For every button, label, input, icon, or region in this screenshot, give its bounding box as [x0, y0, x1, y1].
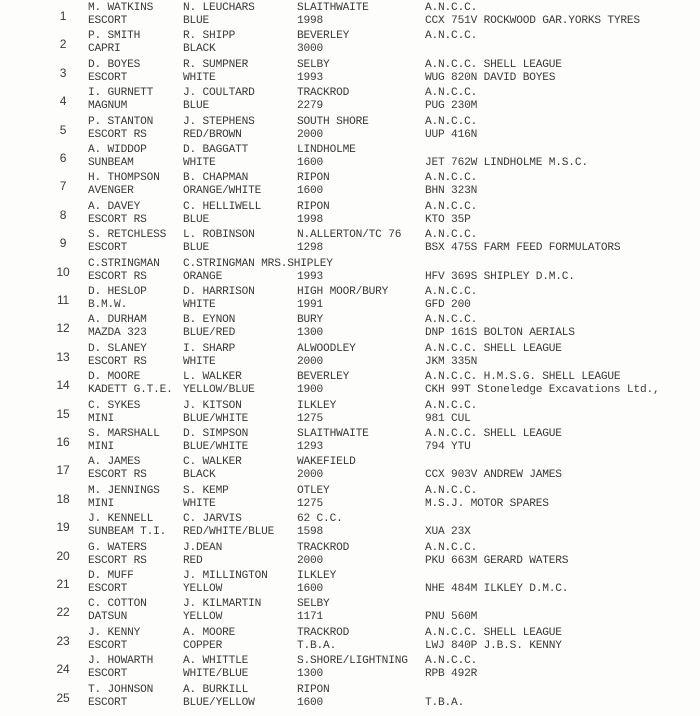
club-name: TRACKROD: [297, 626, 350, 639]
engine-cc: 1275: [297, 412, 324, 425]
registration-sponsor: NHE 484M ILKLEY D.M.C.: [425, 583, 569, 595]
registration-sponsor: CKH 99T Stoneledge Excavations Ltd.,: [425, 384, 660, 397]
driver-name: D. BOYES: [88, 58, 141, 71]
engine-cc: 1598: [297, 526, 324, 539]
entry-number: 15: [56, 406, 70, 421]
registration-sponsor: RPB 492R: [425, 668, 478, 681]
driver-name: A. DURHAM: [88, 314, 147, 327]
car-model: MINI: [88, 497, 115, 510]
entry-note: A.N.C.C.: [425, 655, 478, 668]
car-model: ESCORT RS: [88, 270, 147, 283]
registration-sponsor: WUG 820N DAVID BOYES: [425, 71, 556, 84]
codriver-name: C. HELLIWELL: [183, 200, 262, 213]
car-colour: BLUE: [183, 15, 210, 27]
engine-cc: T.B.A.: [297, 639, 337, 652]
entry-number: 16: [56, 435, 70, 449]
car-model: SUNBEAM T.I.: [88, 526, 167, 539]
engine-cc: 1600: [297, 696, 324, 709]
car-colour: YELLOW: [183, 611, 223, 624]
entry-number: 24: [56, 662, 70, 677]
driver-name: A. JAMES: [88, 456, 141, 469]
club-name: N.ALLERTON/TC 76: [297, 229, 402, 242]
driver-name: A. DAVEY: [88, 200, 141, 213]
car-colour: BLUE: [183, 213, 210, 226]
codriver-name: C. JARVIS: [183, 513, 242, 526]
entry-number: 21: [56, 577, 70, 591]
codriver-name: I. SHARP: [183, 342, 236, 355]
car-colour: WHITE: [183, 157, 216, 169]
registration-sponsor: CCX 751V ROCKWOOD GAR.YORKS TYRES: [425, 15, 640, 27]
entry-note: A.N.C.C. SHELL LEAGUE: [425, 342, 562, 355]
registration-sponsor: LWJ 840P J.B.S. KENNY: [425, 639, 562, 652]
club-name: BURY: [297, 314, 324, 327]
codriver-name: A. WHITTLE: [183, 655, 249, 668]
car-colour: ORANGE: [183, 270, 223, 283]
driver-name: M. JENNINGS: [88, 484, 160, 497]
entry-number: 17: [56, 463, 70, 478]
car-model: ESCORT RS: [88, 128, 147, 141]
car-colour: YELLOW/BLUE: [183, 384, 255, 397]
engine-cc: 2000: [297, 355, 324, 368]
entry-note: A.N.C.C. SHELL LEAGUE: [425, 58, 562, 71]
codriver-name: B. CHAPMAN: [183, 172, 249, 185]
club-name: HIGH MOOR/BURY: [297, 286, 389, 298]
club-name: RIPON: [297, 200, 330, 213]
car-colour: RED/BROWN: [183, 128, 242, 141]
entry-note: A.N.C.C.: [425, 30, 478, 43]
car-colour: ORANGE/WHITE: [183, 185, 262, 198]
entry-note: A.N.C.C.: [425, 541, 478, 554]
codriver-name: J. KILMARTIN: [183, 598, 262, 611]
engine-cc: 1600: [297, 185, 324, 198]
engine-cc: 1300: [297, 327, 324, 340]
engine-cc: 1993: [297, 270, 324, 283]
engine-cc: 1991: [297, 299, 324, 311]
club-name: 62 C.C.: [297, 513, 343, 526]
entry-number: 22: [56, 605, 70, 620]
club-name: BEVERLEY: [297, 371, 350, 384]
engine-cc: 1293: [297, 441, 324, 453]
entry-note: A.N.C.C.: [425, 314, 478, 327]
registration-sponsor: T.B.A.: [425, 696, 465, 709]
codriver-name: C.STRINGMAN MRS.SHIPLEY: [183, 257, 333, 270]
codriver-name: A. BURKILL: [183, 683, 249, 696]
club-name: RIPON: [297, 683, 330, 696]
codriver-name: R. SUMPNER: [183, 58, 249, 71]
driver-name: J. KENNELL: [88, 513, 154, 526]
engine-cc: 1600: [297, 157, 324, 169]
entry-note: A.N.C.C. SHELL LEAGUE: [425, 626, 562, 639]
registration-sponsor: CCX 903V ANDREW JAMES: [425, 469, 562, 482]
car-model: ESCORT: [88, 71, 128, 84]
driver-name: C.STRINGMAN: [88, 257, 160, 270]
club-name: SELBY: [297, 598, 330, 611]
club-name: TRACKROD: [297, 541, 350, 554]
car-colour: BLUE/RED: [183, 327, 236, 340]
codriver-name: D. HARRISON: [183, 286, 255, 298]
entry-number: 2: [59, 37, 67, 52]
entry-note: A.N.C.C. H.M.S.G. SHELL LEAGUE: [425, 371, 621, 384]
engine-cc: 1275: [297, 497, 324, 510]
driver-name: P. SMITH: [88, 30, 141, 43]
codriver-name: A. MOORE: [183, 626, 236, 639]
engine-cc: 3000: [297, 43, 324, 56]
engine-cc: 1171: [297, 611, 324, 624]
codriver-name: J. KITSON: [183, 399, 242, 412]
codriver-name: J.DEAN: [183, 541, 223, 554]
driver-name: D. MOORE: [88, 371, 141, 384]
registration-sponsor: PNU 560M: [425, 611, 478, 624]
entry-number: 11: [56, 293, 70, 307]
car-colour: BLUE: [183, 242, 210, 255]
engine-cc: 1998: [297, 213, 324, 226]
entry-number: 3: [59, 65, 67, 80]
driver-name: I. GURNETT: [88, 87, 154, 100]
car-model: DATSUN: [88, 611, 128, 624]
driver-name: S. RETCHLESS: [88, 229, 167, 242]
registration-sponsor: KTO 35P: [425, 213, 471, 226]
entry-number: 14: [56, 378, 70, 393]
club-name: BEVERLEY: [297, 30, 350, 43]
entry-note: A.N.C.C.: [425, 229, 478, 242]
registration-sponsor: BHN 323N: [425, 185, 478, 198]
entry-number: 20: [56, 548, 70, 563]
car-colour: BLUE/WHITE: [183, 412, 249, 425]
driver-name: C. COTTON: [88, 598, 147, 611]
entry-number: 6: [59, 151, 67, 165]
codriver-name: D. BAGGATT: [183, 144, 249, 156]
car-model: MINI: [88, 441, 115, 453]
car-colour: WHITE: [183, 355, 216, 368]
driver-name: J. KENNY: [88, 626, 141, 639]
car-model: ESCORT RS: [88, 554, 147, 567]
car-colour: RED: [183, 554, 203, 567]
driver-name: G. WATERS: [88, 541, 147, 554]
car-model: ESCORT: [88, 15, 128, 27]
car-model: CAPRI: [88, 43, 121, 56]
registration-sponsor: BSX 475S FARM FEED FORMULATORS: [425, 242, 621, 255]
car-model: ESCORT RS: [88, 213, 147, 226]
car-colour: WHITE: [183, 497, 216, 510]
car-colour: RED/WHITE/BLUE: [183, 526, 275, 539]
registration-sponsor: DNP 161S BOLTON AERIALS: [425, 327, 575, 340]
car-model: KADETT G.T.E.: [88, 384, 173, 397]
driver-name: M. WATKINS: [88, 2, 154, 14]
car-model: MAZDA 323: [88, 327, 147, 340]
engine-cc: 2000: [297, 128, 324, 141]
entry-number: 12: [56, 321, 70, 336]
engine-cc: 2000: [297, 469, 324, 482]
registration-sponsor: 981 CUL: [425, 412, 471, 425]
engine-cc: 1300: [297, 668, 324, 681]
driver-name: D. SLANEY: [88, 342, 147, 355]
entry-row: [0, 683, 700, 716]
club-name: WAKEFIELD: [297, 456, 356, 469]
engine-cc: 1993: [297, 71, 324, 84]
car-colour: YELLOW: [183, 583, 223, 595]
codriver-name: R. SHIPP: [183, 30, 236, 43]
entry-note: A.N.C.C.: [425, 484, 478, 497]
car-colour: BLACK: [183, 43, 216, 56]
entry-note: A.N.C.C.: [425, 115, 478, 128]
entry-number: 4: [59, 94, 67, 109]
driver-name: C. SYKES: [88, 399, 141, 412]
registration-sponsor: M.S.J. MOTOR SPARES: [425, 497, 549, 510]
entry-number: 5: [59, 122, 67, 137]
codriver-name: D. SIMPSON: [183, 428, 249, 440]
driver-name: H. THOMPSON: [88, 172, 160, 185]
car-colour: BLUE/WHITE: [183, 441, 249, 453]
driver-name: P. STANTON: [88, 115, 154, 128]
car-model: MINI: [88, 412, 115, 425]
codriver-name: N. LEUCHARS: [183, 2, 255, 14]
registration-sponsor: PUG 230M: [425, 100, 478, 113]
engine-cc: 1600: [297, 583, 324, 595]
entry-note: A.N.C.C.: [425, 200, 478, 213]
car-colour: BLUE/YELLOW: [183, 696, 255, 709]
driver-name: J. HOWARTH: [88, 655, 154, 668]
engine-cc: 2279: [297, 100, 324, 113]
car-colour: BLACK: [183, 469, 216, 482]
entry-note: A.N.C.C.: [425, 399, 478, 412]
entry-number: 7: [59, 179, 67, 194]
car-model: ESCORT: [88, 583, 128, 595]
club-name: LINDHOLME: [297, 144, 356, 156]
car-model: B.M.W.: [88, 299, 128, 311]
engine-cc: 1998: [297, 15, 324, 27]
car-colour: WHITE: [183, 299, 216, 311]
entry-note: A.N.C.C.: [425, 2, 478, 14]
club-name: ALWOODLEY: [297, 342, 356, 355]
driver-name: S. MARSHALL: [88, 428, 160, 440]
registration-sponsor: UUP 416N: [425, 128, 478, 141]
codriver-name: S. KEMP: [183, 484, 229, 497]
driver-name: D. HESLOP: [88, 286, 147, 298]
car-model: SUNBEAM: [88, 157, 134, 169]
club-name: OTLEY: [297, 484, 330, 497]
codriver-name: J. MILLINGTON: [183, 570, 268, 582]
entry-number: 19: [56, 520, 70, 535]
codriver-name: L. WALKER: [183, 371, 242, 384]
car-colour: BLUE: [183, 100, 210, 113]
car-model: ESCORT: [88, 696, 128, 709]
registration-sponsor: HFV 369S SHIPLEY D.M.C.: [425, 270, 575, 283]
driver-name: T. JOHNSON: [88, 683, 154, 696]
driver-name: A. WIDDOP: [88, 144, 147, 156]
codriver-name: C. WALKER: [183, 456, 242, 469]
registration-sponsor: JKM 335N: [425, 355, 478, 368]
car-model: ESCORT RS: [88, 469, 147, 482]
club-name: SLAITHWAITE: [297, 2, 369, 14]
entry-number: 18: [56, 491, 70, 506]
codriver-name: J. STEPHENS: [183, 115, 255, 128]
car-model: ESCORT: [88, 242, 128, 255]
entry-note: A.N.C.C. SHELL LEAGUE: [425, 428, 562, 440]
registration-sponsor: JET 762W LINDHOLME M.S.C.: [425, 157, 588, 169]
car-model: ESCORT: [88, 668, 128, 681]
registration-sponsor: 794 YTU: [425, 441, 471, 453]
car-colour: COPPER: [183, 639, 223, 652]
club-name: SLAITHWAITE: [297, 428, 369, 440]
registration-sponsor: PKU 663M GERARD WATERS: [425, 554, 569, 567]
driver-name: D. MUFF: [88, 570, 134, 582]
entry-number: 1: [59, 9, 67, 23]
club-name: ILKLEY: [297, 570, 337, 582]
entry-number: 8: [59, 207, 67, 222]
engine-cc: 1900: [297, 384, 324, 397]
registration-sponsor: GFD 200: [425, 299, 471, 311]
entry-number: 13: [56, 349, 70, 364]
car-colour: WHITE: [183, 71, 216, 84]
club-name: RIPON: [297, 172, 330, 185]
club-name: S.SHORE/LIGHTNING: [297, 655, 408, 668]
entry-note: A.N.C.C.: [425, 172, 478, 185]
entry-number: 9: [59, 236, 67, 251]
engine-cc: 1298: [297, 242, 324, 255]
codriver-name: J. COULTARD: [183, 87, 255, 100]
car-model: ESCORT: [88, 639, 128, 652]
club-name: SOUTH SHORE: [297, 115, 369, 128]
registration-sponsor: XUA 23X: [425, 526, 471, 539]
car-model: ESCORT RS: [88, 355, 147, 368]
car-model: AVENGER: [88, 185, 134, 198]
entry-note: A.N.C.C.: [425, 87, 478, 100]
club-name: ILKLEY: [297, 399, 337, 412]
codriver-name: L. ROBINSON: [183, 229, 255, 242]
codriver-name: B. EYNON: [183, 314, 236, 327]
entry-number: 23: [56, 633, 70, 648]
entry-number: 10: [56, 264, 70, 279]
engine-cc: 2000: [297, 554, 324, 567]
club-name: TRACKROD: [297, 87, 350, 100]
car-model: MAGNUM: [88, 100, 128, 113]
club-name: SELBY: [297, 58, 330, 71]
entry-note: A.N.C.C.: [425, 286, 478, 298]
entry-number: 25: [56, 690, 70, 705]
car-colour: WHITE/BLUE: [183, 668, 249, 681]
